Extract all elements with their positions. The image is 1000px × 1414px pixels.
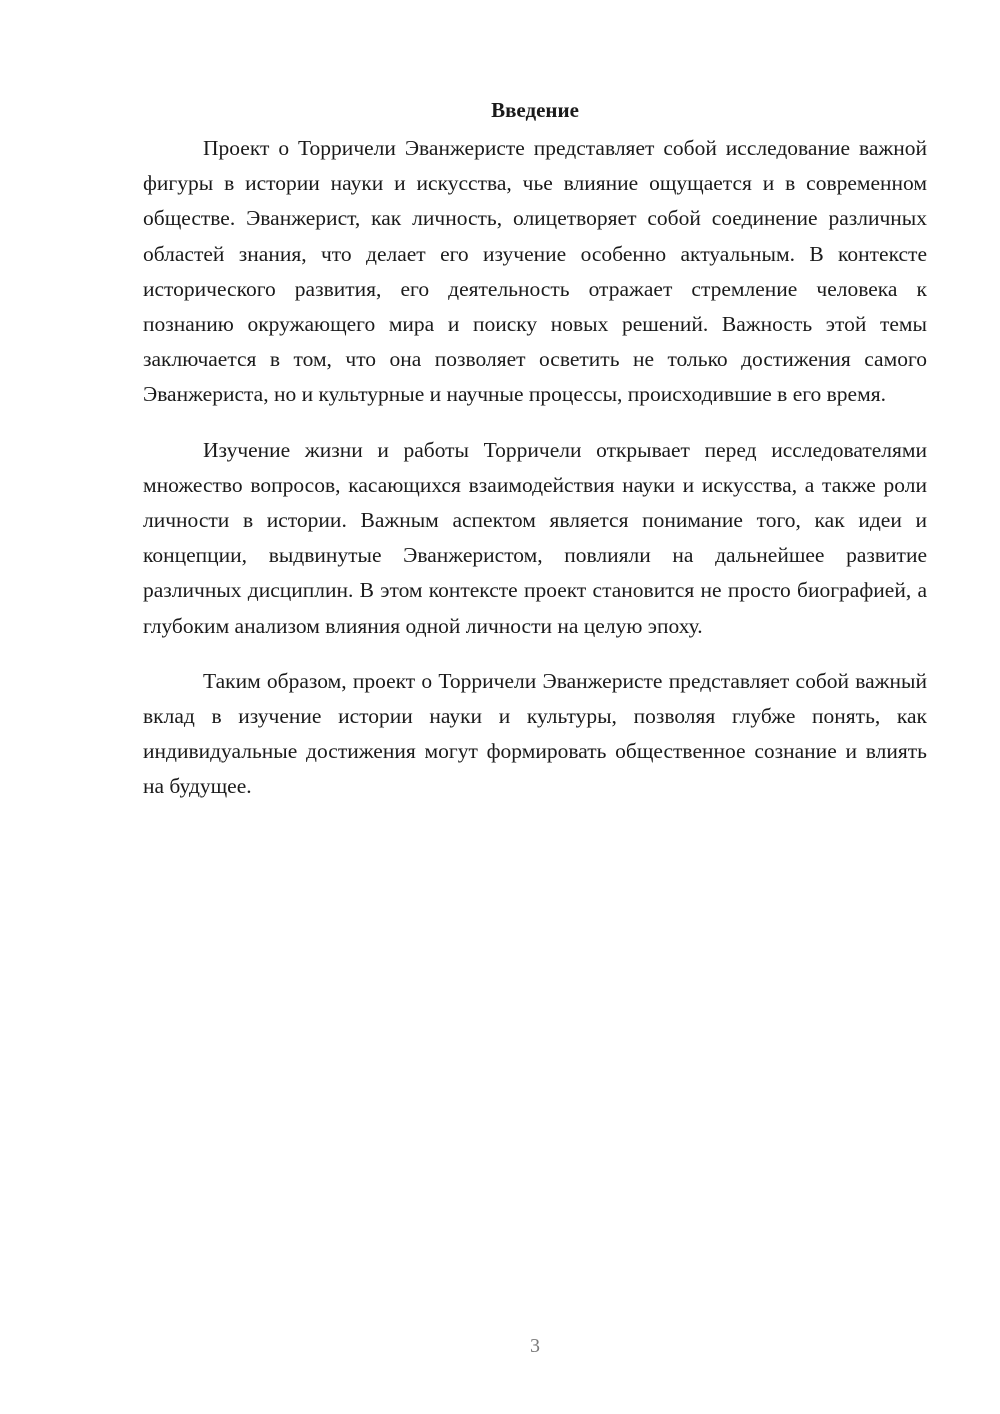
paragraph-2: Изучение жизни и работы Торричели открывает перед исследователями множество вопросов, касающихся взаимодействия науки и искусства, а также роли личности в истории. Важным аспектом является понимание того, как идеи и концепции, выдвинутые Эванжеристом, повлияли на дальнейшее развитие различных дисциплин. В этом контексте проект становится не просто биографией, а глубоким анализом влияния одной личности на целую эпоху. [143,437,927,638]
section-heading: Введение [491,98,579,122]
paragraph-1: Проект о Торричели Эванжеристе представляет собой исследование важной фигуры в истории науки и искусства, чье влияние ощущается и в современном обществе. Эванжерист, как личность, олицетворяет собой соединение различных областей знания, что делает его изучение особенно актуальным. В контексте исторического развития, его деятельность отражает стремление человека к познанию окружающего мира и поиску новых решений. Важность этой темы заключается в том, что она позволяет осветить не только достижения самого Эванжериста, но и культурные и научные процессы, происходившие в его время. [143,136,927,407]
paragraph-3: Таким образом, проект о Торричели Эванжеристе представляет собой важный вклад в изучение истории науки и культуры, позволяя глубже понять, как индивидуальные достижения могут формировать общественное сознание и влиять на будущее. [143,668,927,799]
page-number: 3 [530,1335,540,1357]
page-content [143,93,927,805]
